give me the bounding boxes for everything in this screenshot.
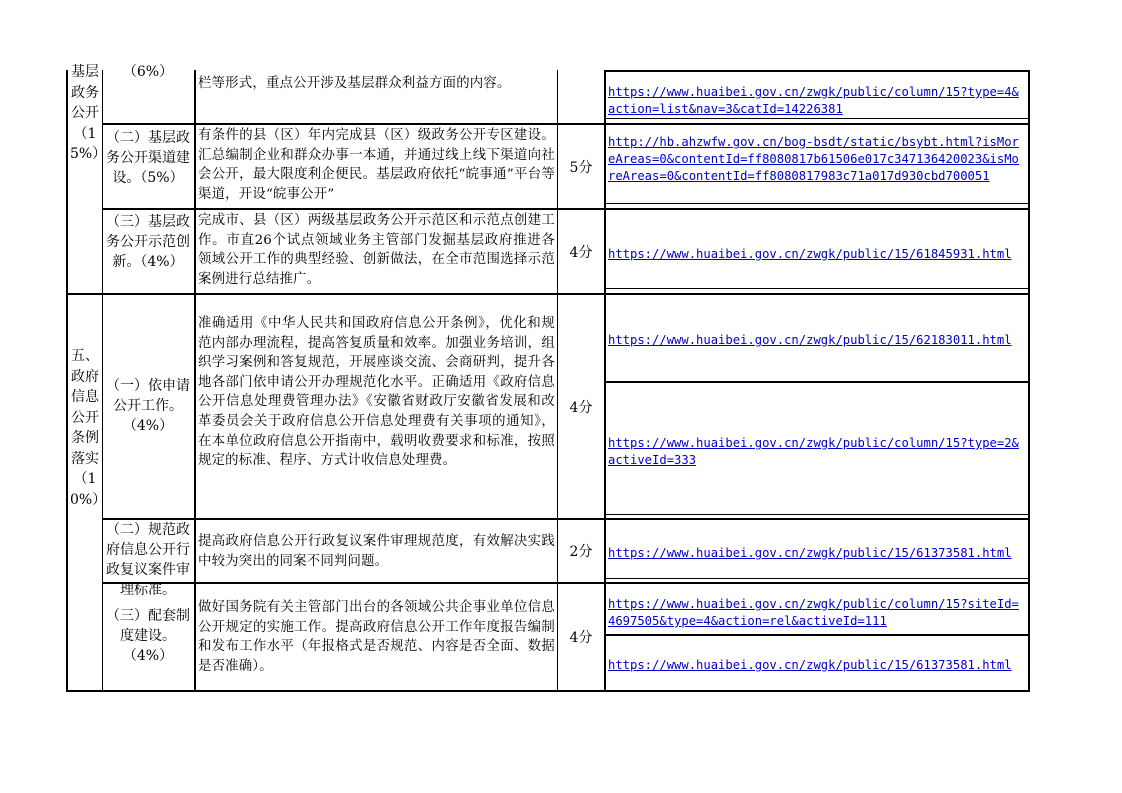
item-content-text: 有条件的县（区）年内完成县（区）级政务公开专区建设。汇总编制企业和群众办事一本通，并通过线上线下渠道向社会公开，最大限度利企便民。基层政府依托“皖事通”平台等渠道，开设“皖事公开” <box>198 128 555 202</box>
row-divider <box>604 288 1030 289</box>
row-divider <box>604 514 1030 515</box>
item-content-text: 栏等形式，重点公开涉及基层群众利益方面的内容。 <box>198 76 511 91</box>
score-cell <box>558 210 604 293</box>
table-border <box>66 70 68 692</box>
score-text: 4分 <box>569 399 593 416</box>
link-cell <box>608 545 1026 567</box>
item-content-text: 完成市、县（区）两级基层政务公开示范区和示范点创建工作。市直26个试点领域业务主管部门发掘基层政府推进各领域公开工作的典型经验、创新做法，在全市范围选择示范案例进行总结推广。 <box>198 213 555 287</box>
link-cell <box>608 596 1026 634</box>
evidence-link[interactable]: http://hb.ahzwfw.gov.cn/bog-bsdt/static/bsybt.html?isMoreAreas=0&contentId=ff8080817b61506e017c347136420023&isMoreAreas=0&contentId=ff8080817983c71a017d930cbd700051 <box>608 135 1019 183</box>
table-border <box>194 70 196 692</box>
evidence-link[interactable]: https://www.huaibei.gov.cn/zwgk/public/15/62183011.html <box>608 333 1012 347</box>
item-content <box>198 314 555 516</box>
item-label <box>104 606 192 670</box>
item-label-text: （二）规范政府信息公开行政复议案件审理标准。 <box>106 522 190 598</box>
section-title-text: 五、政府信息公开条例落实（10%） <box>70 348 107 508</box>
score-cell <box>558 125 604 208</box>
item-label-text: （三）基层政务公开示范创新。（4%） <box>106 214 190 270</box>
table-border <box>102 70 103 692</box>
item-label <box>104 212 192 292</box>
item-label <box>104 520 192 598</box>
row-divider <box>604 578 1030 579</box>
score-cell <box>558 520 604 582</box>
link-cell <box>608 134 1026 204</box>
score-cell <box>558 295 604 518</box>
section-title-4 <box>70 60 107 292</box>
score-text: 4分 <box>569 244 593 261</box>
item-content <box>198 598 555 688</box>
score-text: 5分 <box>569 159 593 176</box>
score-text: 2分 <box>569 544 593 560</box>
item-label-text: （6%） <box>122 64 174 80</box>
item-label-text: （二）基层政务公开渠道建设。（5%） <box>106 130 190 186</box>
score-text: 4分 <box>569 630 593 646</box>
row-divider <box>604 70 1030 72</box>
section-title-text: 基层政务公开（15%） <box>70 64 107 162</box>
link-cell <box>608 246 1026 268</box>
evidence-link[interactable]: https://www.huaibei.gov.cn/zwgk/public/column/15?type=4&action=list&nav=3&catId=14226381 <box>608 85 1019 116</box>
evidence-link[interactable]: https://www.huaibei.gov.cn/zwgk/public/column/15?siteId=4697505&type=4&action=rel&activeId=111 <box>608 597 1019 628</box>
item-content <box>198 126 555 206</box>
link-cell <box>608 657 1026 679</box>
item-content <box>198 211 555 293</box>
link-cell <box>608 435 1026 475</box>
item-label <box>104 376 192 440</box>
link-cell <box>608 332 1026 354</box>
evidence-link[interactable]: https://www.huaibei.gov.cn/zwgk/public/15/61845931.html <box>608 247 1012 261</box>
table-border <box>66 690 1030 692</box>
item-content <box>198 532 555 578</box>
item-content-text: 准确适用《中华人民共和国政府信息公开条例》，优化和规范内部办理流程，提高答复质量和效率。加强业务培训，组织学习案例和答复规范，开展座谈交流、会商研判，提升各地各部门依申请公开办理规范化水平。正确适用《政府信息公开信息处理费管理办法》《安徽省财政厅安徽省发展和改革委员会关于政府信息公开信息处理费有关事项的通知》，在本单位政府信息公开指南中，载明收费要求和标准，按照规定的标准、程序、方式计收信息处理费。 <box>198 316 555 469</box>
item-label <box>104 62 192 122</box>
row-divider <box>604 381 1030 383</box>
section-title-5 <box>70 346 107 646</box>
row-divider <box>66 293 1030 295</box>
row-divider <box>604 634 1030 636</box>
evidence-link[interactable]: https://www.huaibei.gov.cn/zwgk/public/15/61373581.html <box>608 658 1012 672</box>
item-content <box>198 74 555 122</box>
evidence-link[interactable]: https://www.huaibei.gov.cn/zwgk/public/column/15?type=2&activeId=333 <box>608 436 1019 467</box>
item-label-text: （三）配套制度建设。（4%） <box>106 608 190 664</box>
item-content-text: 做好国务院有关主管部门出台的各领域公共企事业单位信息公开规定的实施工作。提高政府信息公开工作年度报告编制和发布工作水平（年报格式是否规范、内容是否全面、数据是否准确）。 <box>198 600 555 674</box>
item-label-text: （一）依申请公开工作。（4%） <box>106 378 190 434</box>
evidence-link[interactable]: https://www.huaibei.gov.cn/zwgk/public/15/61373581.html <box>608 546 1012 560</box>
item-content-text: 提高政府信息公开行政复议案件审理规范度，有效解决实践中较为突出的同案不同判问题。 <box>198 534 555 569</box>
item-label <box>104 128 192 206</box>
link-cell <box>608 84 1026 120</box>
score-cell <box>558 584 604 690</box>
